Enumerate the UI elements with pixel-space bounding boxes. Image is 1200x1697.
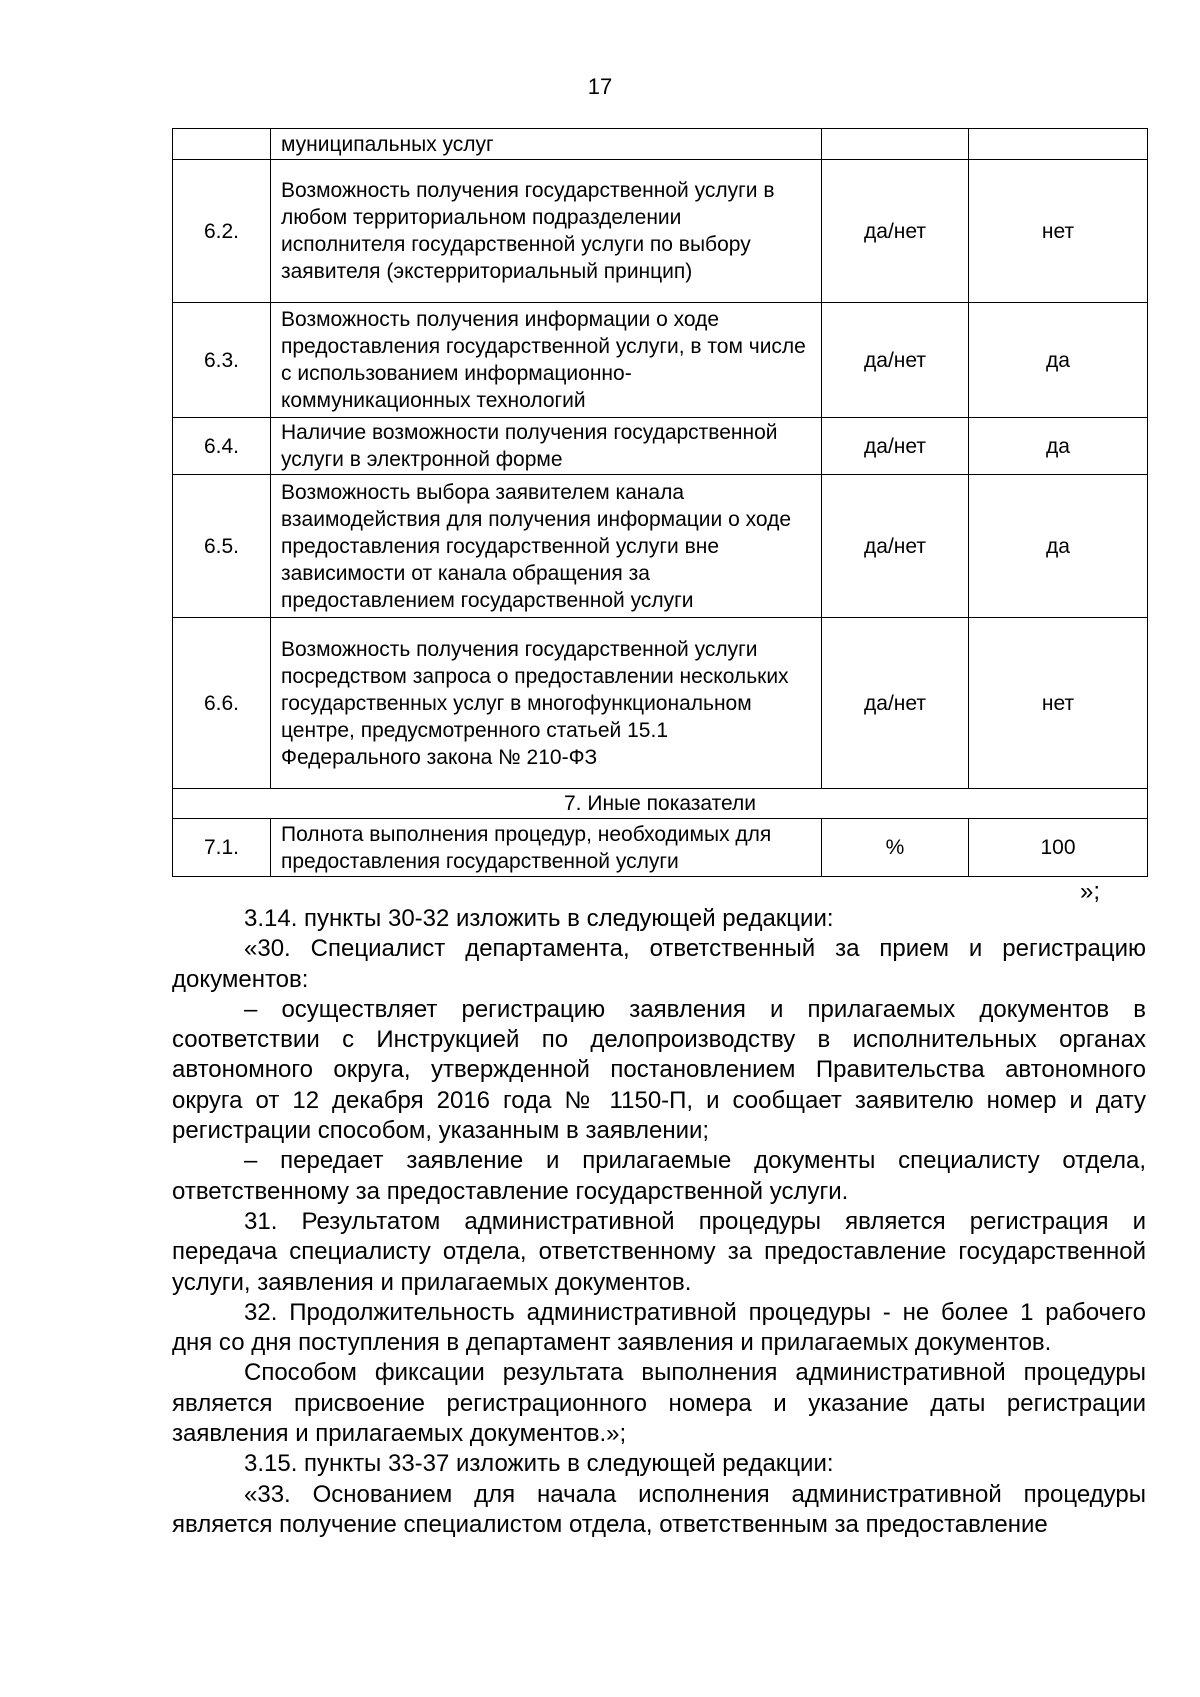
paragraph: 3.15. пункты 33-37 изложить в следующей редакции: [244, 1450, 834, 1478]
row-number: 6.2. [173, 160, 271, 303]
row-description: Возможность получения информации о ходе предоставления государственной услуги, в том числе с использованием информационно-коммуникационных технологий [271, 303, 822, 418]
table-row [173, 418, 1148, 475]
paragraph: 31. Результатом административной процедуры является регистрация и передача специалисту отдела, ответственному за предоставление государственной услуги, заявления и прилагаемых документов. [172, 1207, 1146, 1296]
row-description: Наличие возможности получения государственной услуги в электронной форме [271, 418, 822, 475]
row-unit: да/нет [822, 618, 969, 789]
row-number: 6.5. [173, 475, 271, 618]
row-description: муниципальных услуг [271, 129, 822, 160]
row-value: 100 [969, 819, 1148, 877]
table-row [173, 129, 1148, 160]
table-row [173, 618, 1148, 789]
table-row [173, 475, 1148, 618]
paragraph: 32. Продолжительность административной процедуры - не более 1 рабочего дня со дня поступления в департамент заявления и прилагаемых документов. [172, 1298, 1146, 1357]
table-row [173, 160, 1148, 303]
list-item: – осуществляет регистрацию заявления и прилагаемых документов в соответствии с Инструкцией по делопроизводству в исполнительных органах автономного округа, утвержденной постановлением Правительства автономного округа от 12 декабря 2016 года № 1150-П, и сообщает заявителю номер и дату регистрации способом, указанным в заявлении; [172, 995, 1146, 1145]
list-item: – передает заявление и прилагаемые документы специалисту отдела, ответственному за предоставление государственной услуги. [172, 1147, 1146, 1205]
paragraph: «33. Основанием для начала исполнения административной процедуры является получение специалистом отдела, ответственным за предоставление [172, 1480, 1146, 1538]
row-value: нет [969, 160, 1148, 303]
paragraph: Способом фиксации результата выполнения административной процедуры является присвоение регистрационного номера и указание даты регистрации заявления и прилагаемых документов.»; [172, 1359, 1146, 1448]
row-value: да [969, 303, 1148, 418]
row-number [173, 129, 271, 160]
row-number: 6.3. [173, 303, 271, 418]
section-row [173, 789, 1148, 819]
closing-quote: »; [1080, 878, 1101, 905]
row-unit: % [822, 819, 969, 877]
indicators-table [172, 128, 1148, 877]
table-row [173, 819, 1148, 877]
section-title: 7. Иные показатели [173, 789, 1148, 819]
page-number: 17 [587, 74, 613, 99]
row-description: Полнота выполнения процедур, необходимых для предоставления государственной услуги [271, 819, 822, 877]
row-unit: да/нет [822, 303, 969, 418]
row-value: да [969, 475, 1148, 618]
row-value: да [969, 418, 1148, 475]
row-description: Возможность получения государственной услуги в любом территориальном подразделении исполнителя государственной услуги по выбору заявителя (экстерриториальный принцип) [271, 160, 822, 303]
row-unit [822, 129, 969, 160]
paragraph: «30. Специалист департамента, ответственный за прием и регистрацию документов: [172, 935, 1146, 993]
row-description: Возможность выбора заявителем канала взаимодействия для получения информации о ходе предоставления государственной услуги вне зависимости от канала обращения за предоставлением государственной услуги [271, 475, 822, 618]
row-unit: да/нет [822, 160, 969, 303]
row-number: 6.4. [173, 418, 271, 475]
document-body [172, 904, 1146, 1540]
row-unit: да/нет [822, 418, 969, 475]
row-value [969, 129, 1148, 160]
row-description: Возможность получения государственной услуги посредством запроса о предоставлении нескольких государственных услуг в многофункциональном центре, предусмотренного статьей 15.1 Федерального закона № 210-ФЗ [271, 618, 822, 789]
paragraph: 3.14. пункты 30-32 изложить в следующей редакции: [244, 905, 834, 932]
table-row [173, 303, 1148, 418]
row-number: 7.1. [173, 819, 271, 877]
row-number: 6.6. [173, 618, 271, 789]
row-value: нет [969, 618, 1148, 789]
row-unit: да/нет [822, 475, 969, 618]
